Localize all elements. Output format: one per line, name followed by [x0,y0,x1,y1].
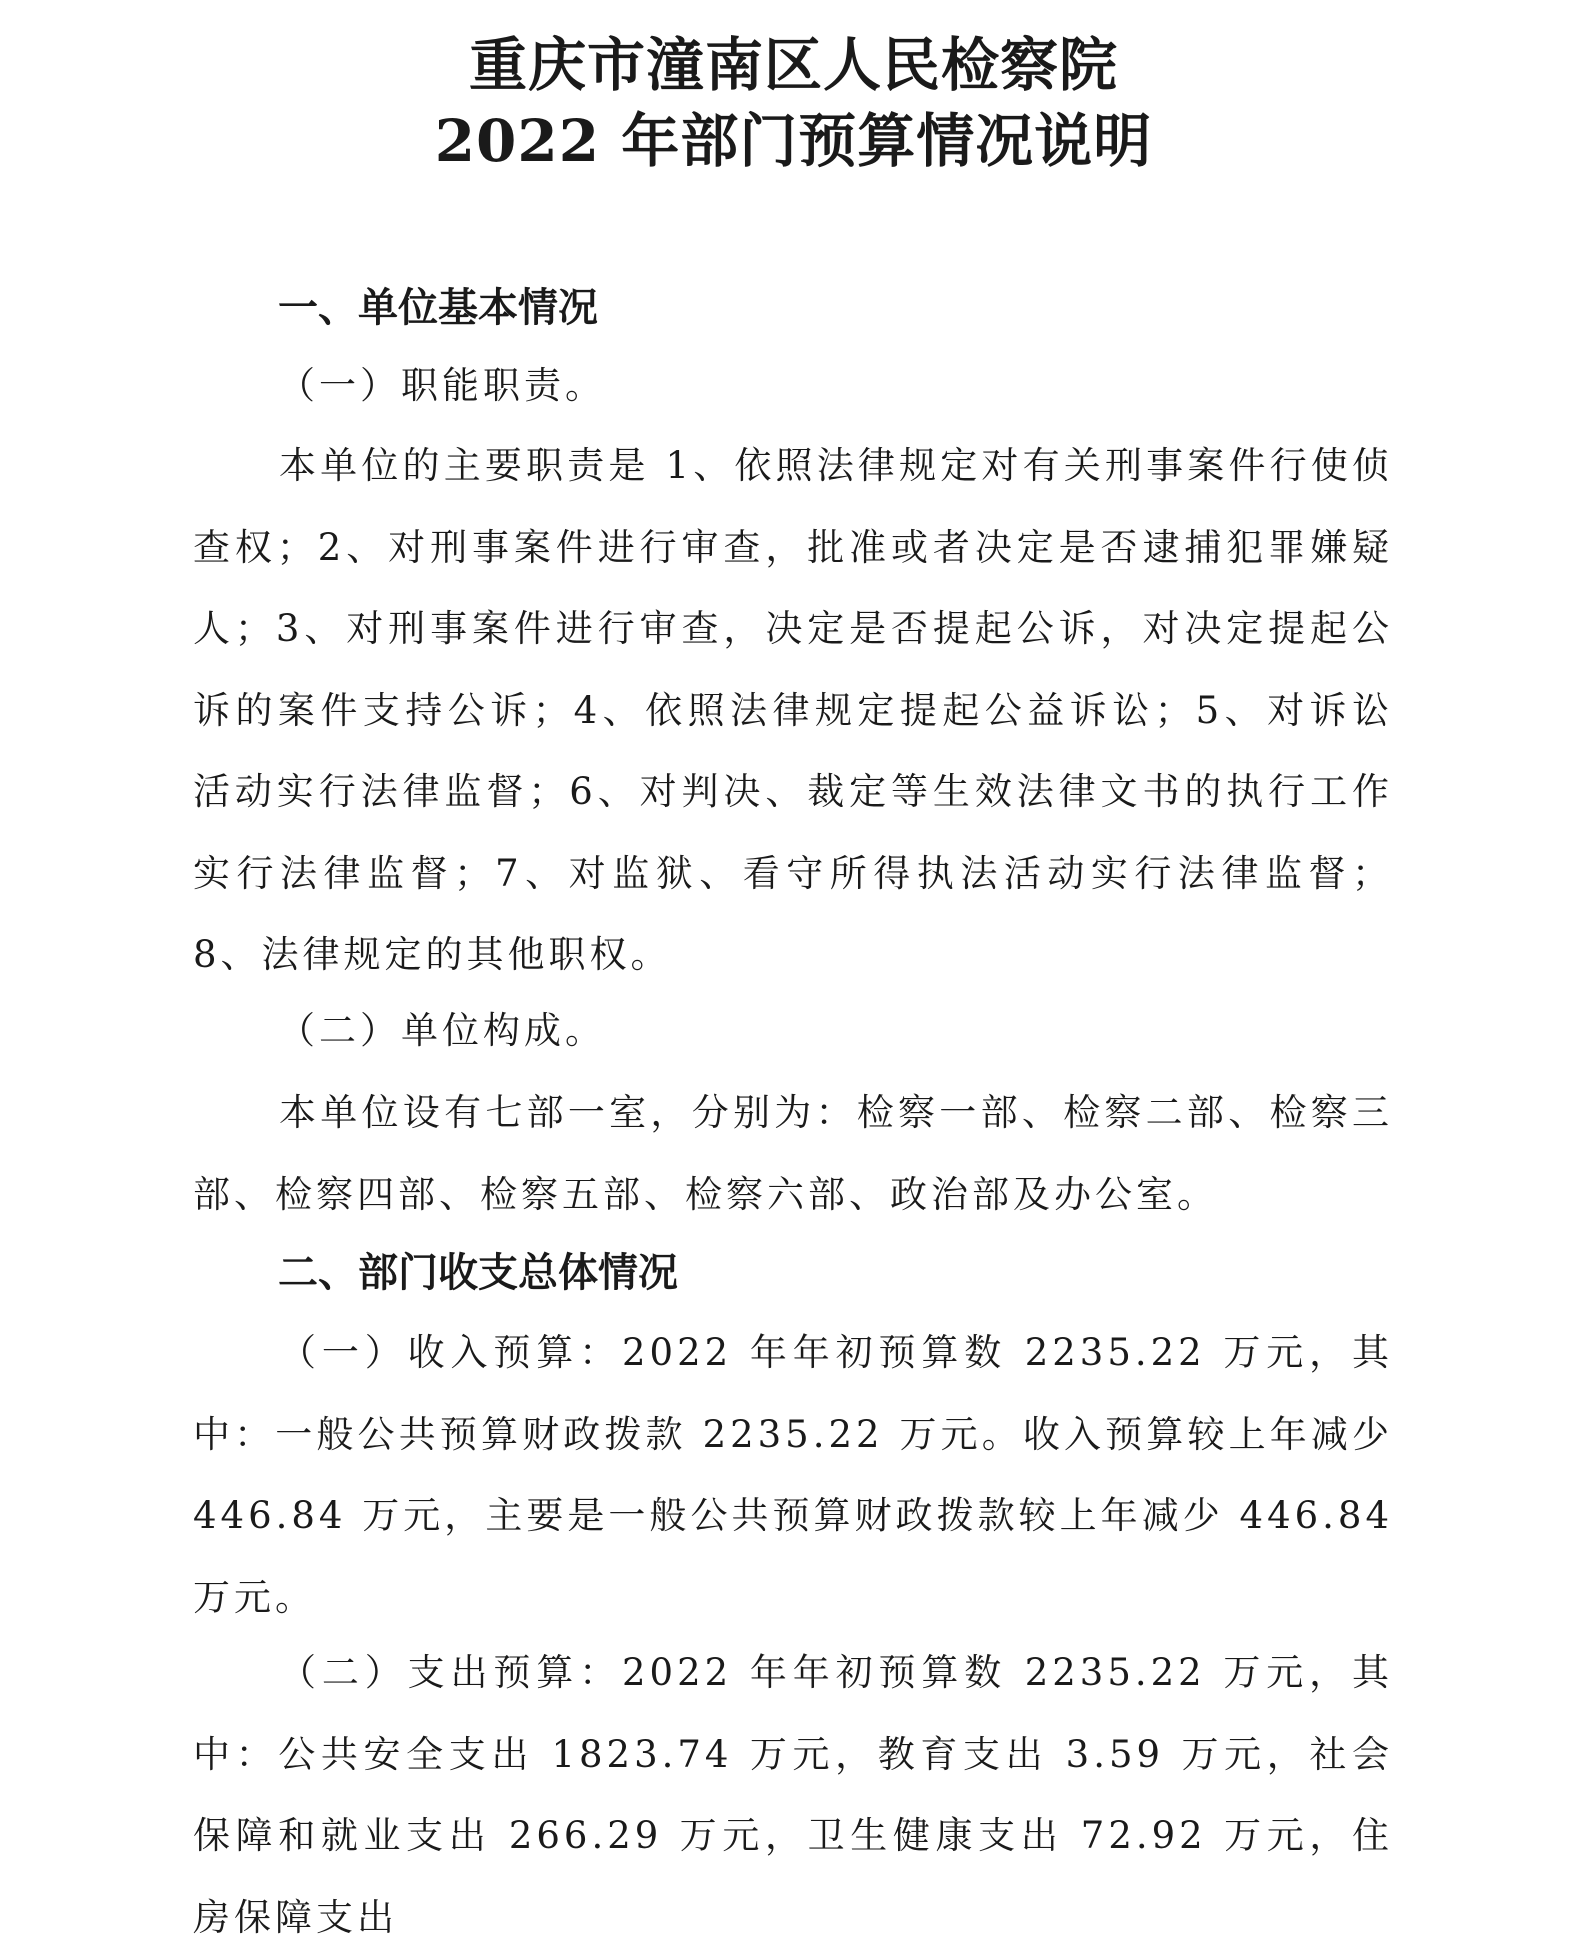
subsection-heading-functions: （一）职能职责。 [278,364,606,407]
paragraph-income-budget: （一）收入预算：2022 年年初预算数 2235.22 万元，其中：一般公共预算财政拨款 2235.22 万元。收入预算较上年减少 446.84 万元，主要是一般公共预算财政拨款较上年减少 446.84 万元。 [193,1331,1393,1619]
paragraph-expenditure-budget: （二）支出预算：2022 年年初预算数 2235.22 万元，其中：公共安全支出 1823.74 万元，教育支出 3.59 万元，社会保障和就业支出 266.29 万元，卫生健康支出 72.92 万元，住房保障支出 [193,1651,1393,1939]
section-heading-basic-info: 一、单位基本情况 [278,285,598,331]
section-heading-budget-overview: 二、部门收支总体情况 [278,1250,678,1296]
document-title-line-2: 2022 年部门预算情况说明 [434,107,1153,175]
paragraph-functions: 本单位的主要职责是 1、依照法律规定对有关刑事案件行使侦查权；2、对刑事案件进行审查，批准或者决定是否逮捕犯罪嫌疑人；3、对刑事案件进行审查，决定是否提起公诉，对决定提起公诉的案件支持公诉；4、依照法律规定提起公益诉讼；5、对诉讼活动实行法律监督；6、对判决、裁定等生效法律文书的执行工作实行法律监督；7、对监狱、看守所得执法活动实行法律监督；8、法律规定的其他职权。 [193,444,1393,976]
paragraph-composition: 本单位设有七部一室，分别为：检察一部、检察二部、检察三部、检察四部、检察五部、检察六部、政治部及办公室。 [193,1091,1393,1216]
subsection-heading-composition: （二）单位构成。 [278,1009,606,1052]
document-title-line-1: 重庆市潼南区人民检察院 [468,31,1118,99]
